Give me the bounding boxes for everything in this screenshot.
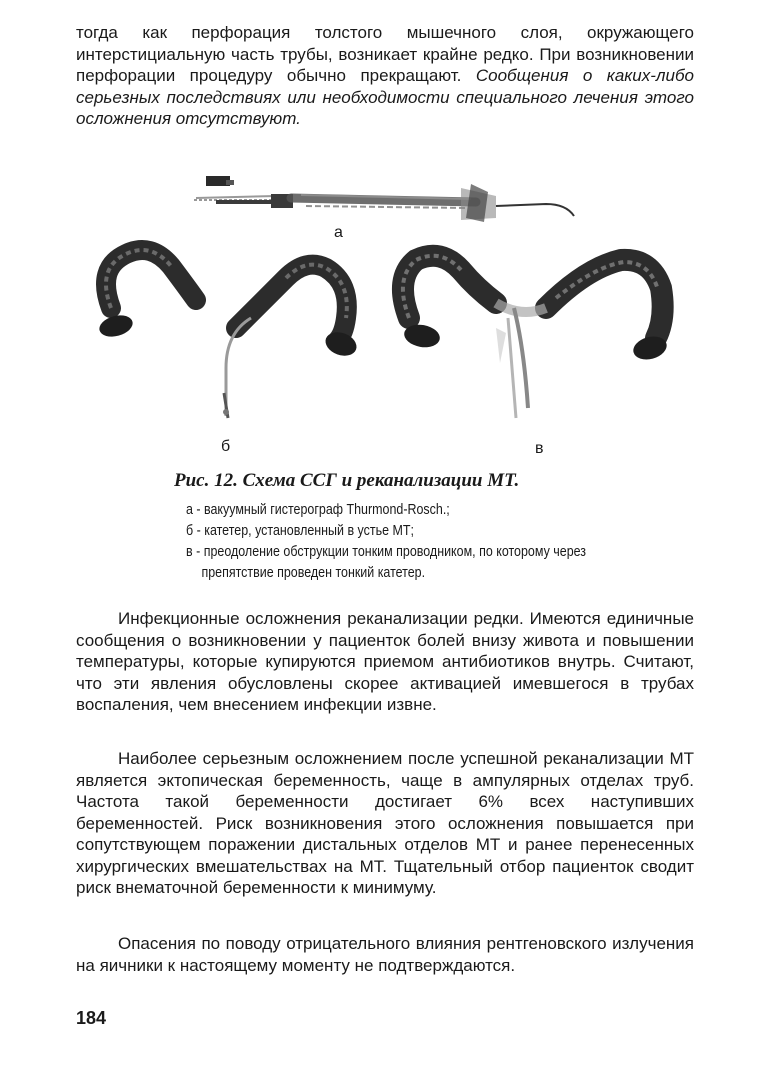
figure-illustration <box>76 158 694 458</box>
catheter-in-tube-left <box>97 250 196 340</box>
paragraph-top-text: тогда как перфорация толстого мышечного слоя, окружающего интерстициальную часть трубы, возникает крайне редко. При возникновении перфорации процедуру обычно прекращают. <box>76 23 694 85</box>
paragraph-top <box>76 22 694 130</box>
figure-legend <box>186 500 616 584</box>
hysterograph-device <box>194 176 574 222</box>
figure-label-v: в <box>535 440 544 457</box>
paragraph-radiation: Опасения по поводу отрицательного влияния рентгеновского излучения на яичники к настоящему моменту не подтверждаются. <box>76 934 694 975</box>
figure-12 <box>76 158 694 458</box>
paragraph-infection: Инфекционные осложнения реканализации редки. Имеются единичные сообщения о возникновении у пациенток болей внизу живота и повышении температуры, которые купируются приемом антибиотиков внутрь. Считают, что эти явления обусловлены скорее активацией имевшегося в трубах воспаления, чем внесением инфекции извне. <box>76 609 694 714</box>
guidewire-uterus <box>402 256 669 418</box>
figure-label-a: а <box>334 224 343 241</box>
catheter-in-tube-right <box>223 265 360 418</box>
page-number: 184 <box>76 1008 107 1028</box>
figure-label-b: б <box>221 438 231 455</box>
paragraph-top-emphasis: Сообщения о каких-либо серьезных последствиях или необходимости специального лечения этого осложнения отсутствуют. <box>76 66 694 128</box>
paragraph-ectopic: Наиболее серьезным осложнением после успешной реканализации МТ является эктопическая беременность, чаще в ампулярных отделах труб. Частота такой беременности достигает 6% всех наступивших беременностей. Риск возникновения этого осложнения повышается при сопутствующем поражении дистальных отделов МТ и ранее перенесенных хирургических вмешательствах на МТ. Тщательный отбор пациенток сводит риск внематочной беременности к минимуму. <box>76 749 694 897</box>
legend-item-a: а - вакуумный гистерограф Thurmond-Rosch.; <box>186 502 450 518</box>
figure-caption: Рис. 12. Схема ССГ и реканализации МТ. <box>174 470 520 491</box>
legend-item-b: б - катетер, установленный в устье МТ; <box>186 523 414 539</box>
legend-item-v: в - преодоление обструкции тонким проводником, по которому через препятствие проведен тонкий катетер. <box>186 544 587 581</box>
